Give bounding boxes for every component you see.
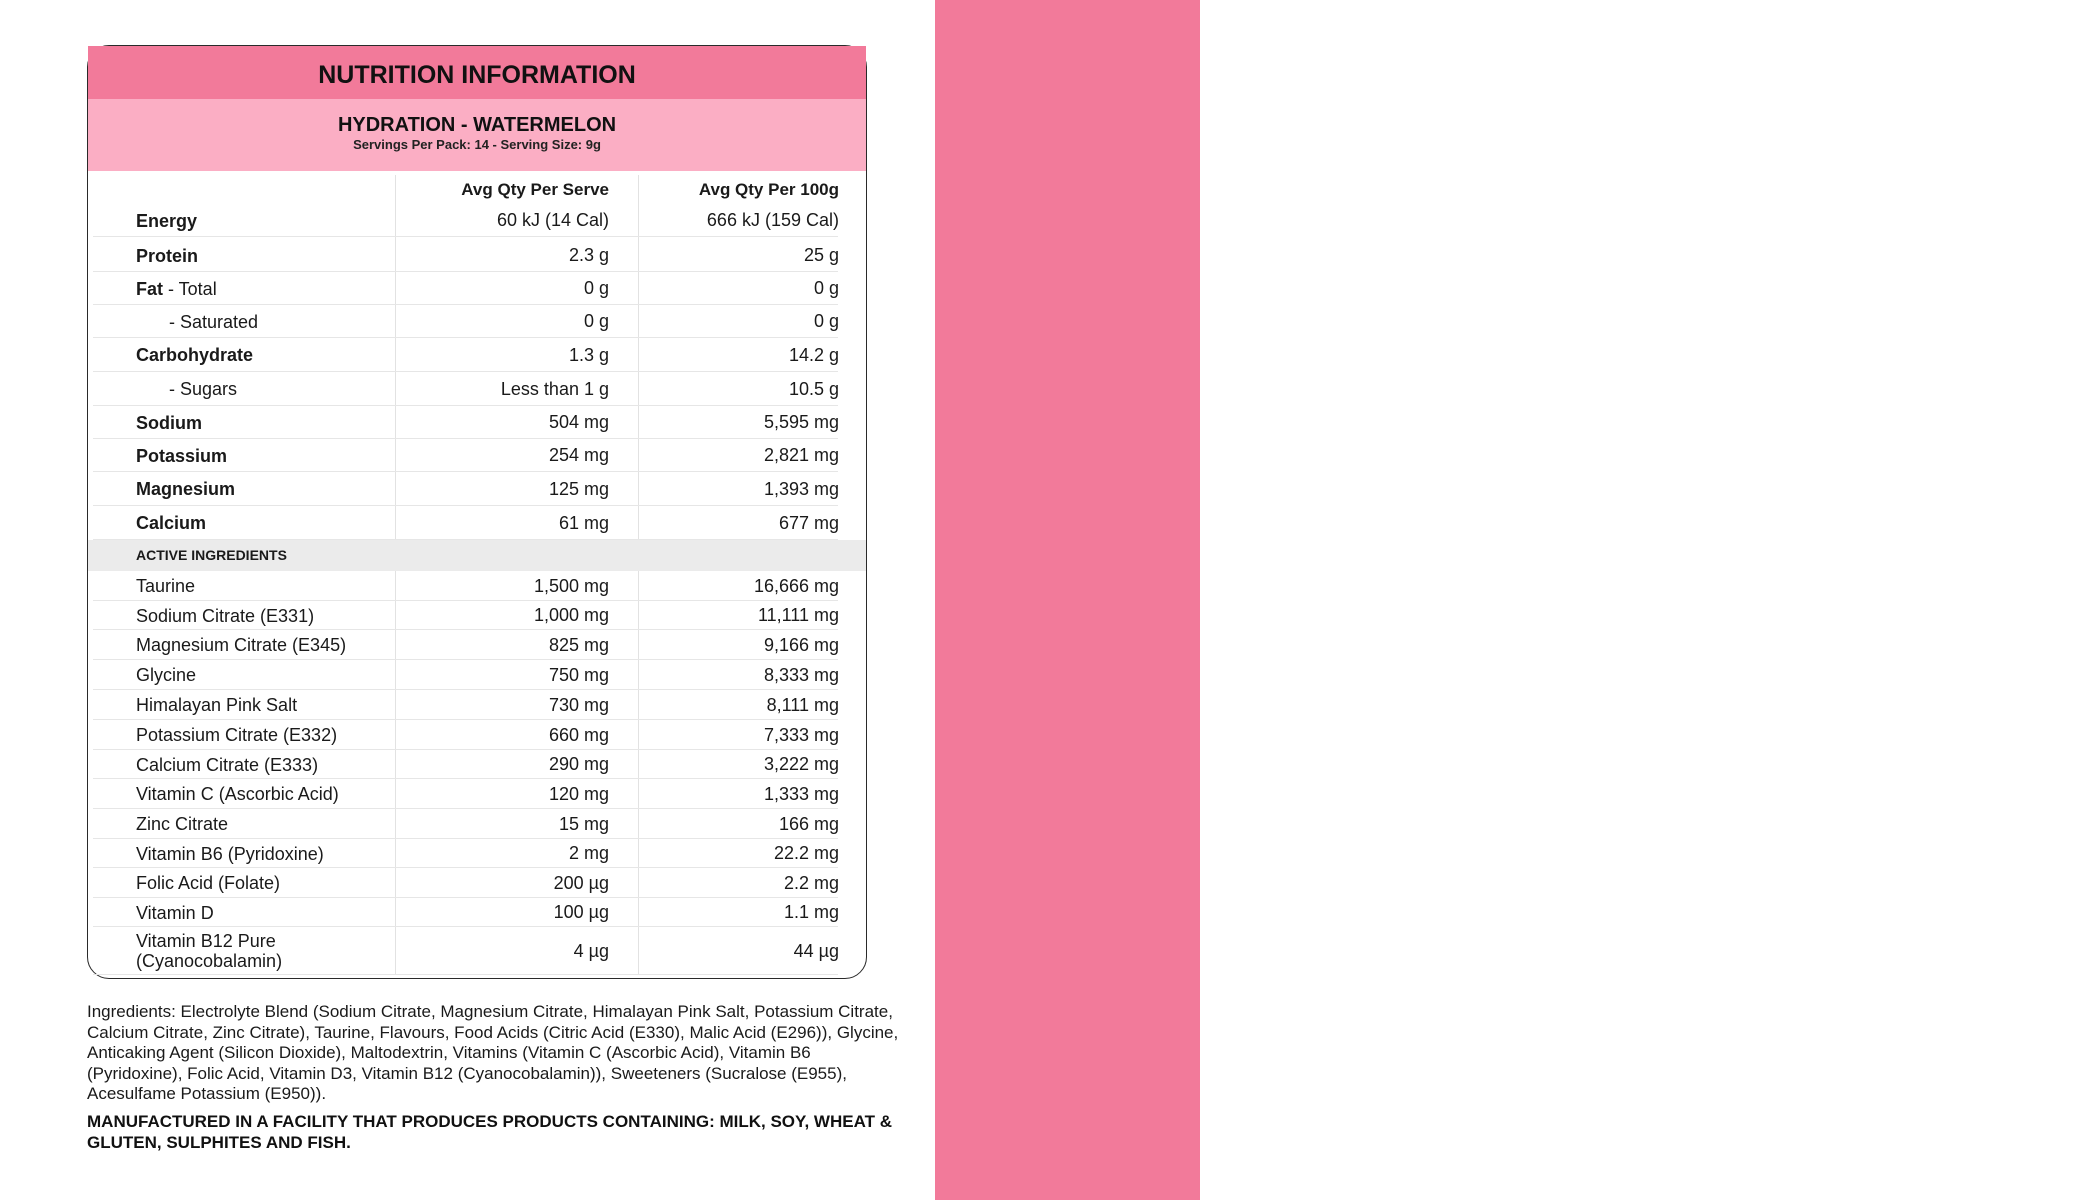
value-per-serve: 100 µg xyxy=(553,902,609,922)
value-per-100g: 10.5 g xyxy=(788,378,839,399)
value-per-serve: 1,500 mg xyxy=(533,575,609,596)
value-per-serve: 0 g xyxy=(583,311,609,331)
value-per-100g: 2,821 mg xyxy=(763,445,839,465)
nutrient-subtype: - Saturated xyxy=(169,311,259,332)
row-label xyxy=(169,305,258,338)
nutrient-row xyxy=(88,372,866,406)
value-per-serve: 290 mg xyxy=(548,754,609,774)
nutrient-row xyxy=(88,406,866,439)
row-label: Vitamin B12 Pure (Cyanocobalamin) xyxy=(136,931,283,971)
nutrient-name: Sodium xyxy=(136,412,202,433)
value-per-serve: 750 mg xyxy=(548,664,609,685)
nutrient-name: Energy xyxy=(136,210,198,231)
value-per-serve: 730 mg xyxy=(548,694,609,715)
active-ingredient-row xyxy=(88,898,866,927)
value-per-serve: 0 g xyxy=(583,278,609,298)
nutrient-name: Fat xyxy=(136,278,163,299)
product-header xyxy=(88,99,866,171)
row-label: Sodium Citrate (E331) xyxy=(136,605,315,626)
row-label: Calcium Citrate (E333) xyxy=(136,754,319,775)
row-label xyxy=(136,472,235,506)
active-ingredient-row xyxy=(88,809,866,839)
value-per-100g: 1.1 mg xyxy=(783,902,839,922)
row-label xyxy=(136,204,197,237)
nutrient-row xyxy=(88,439,866,472)
value-per-100g: 25 g xyxy=(803,245,839,265)
nutrient-row xyxy=(88,472,866,506)
nutrition-panel xyxy=(87,45,867,979)
row-label: Glycine xyxy=(136,665,197,685)
value-per-100g: 0 g xyxy=(813,278,839,298)
row-label: Himalayan Pink Salt xyxy=(136,695,298,715)
value-per-serve: 660 mg xyxy=(548,724,609,745)
active-ingredient-row xyxy=(88,779,866,809)
active-ingredient-row xyxy=(88,690,866,720)
nutrient-row xyxy=(88,239,866,272)
value-per-serve: 504 mg xyxy=(548,412,609,432)
value-per-100g: 11,111 mg xyxy=(757,605,839,625)
value-per-100g: 8,333 mg xyxy=(763,664,839,685)
value-per-serve: 2 mg xyxy=(568,843,609,863)
active-ingredient-row xyxy=(88,720,866,750)
side-banner-label: WATERMELON xyxy=(1915,45,2089,1155)
value-per-100g: 7,333 mg xyxy=(763,724,839,745)
value-per-100g: 677 mg xyxy=(778,512,839,533)
value-per-serve: 15 mg xyxy=(558,813,609,834)
row-label xyxy=(136,439,227,472)
nutrient-row xyxy=(88,204,866,237)
product-name: HYDRATION - WATERMELON xyxy=(337,114,617,136)
value-per-serve: 2.3 g xyxy=(568,245,609,265)
row-label xyxy=(136,272,217,305)
row-label xyxy=(136,506,206,540)
value-per-100g: 1,333 mg xyxy=(763,783,839,804)
active-ingredient-row xyxy=(88,601,866,630)
column-header-per-serve: Avg Qty Per Serve xyxy=(461,180,609,199)
value-per-serve: 125 mg xyxy=(548,478,609,499)
row-label: Taurine xyxy=(136,576,196,596)
nutrient-subtype: - Total xyxy=(163,278,217,299)
side-banner xyxy=(935,0,2089,1200)
nutrient-row xyxy=(88,338,866,372)
active-ingredient-row xyxy=(88,868,866,898)
nutrient-row xyxy=(88,272,866,305)
value-per-serve: 1.3 g xyxy=(568,344,609,365)
value-per-100g: 44 µg xyxy=(793,940,839,961)
row-separator xyxy=(93,236,838,237)
value-per-100g: 16,666 mg xyxy=(753,575,839,596)
row-label: Potassium Citrate (E332) xyxy=(136,725,338,745)
value-per-100g: 8,111 mg xyxy=(766,694,839,715)
row-label: Folic Acid (Folate) xyxy=(136,873,281,893)
value-per-serve: 254 mg xyxy=(548,445,609,465)
panel-title: NUTRITION INFORMATION xyxy=(88,46,866,99)
value-per-100g: 14.2 g xyxy=(788,344,839,365)
value-per-serve: 60 kJ (14 Cal) xyxy=(496,210,609,230)
active-ingredient-row xyxy=(88,839,866,868)
row-label: Vitamin D xyxy=(136,902,214,923)
row-label: Vitamin B6 (Pyridoxine) xyxy=(136,843,324,864)
row-label: Vitamin C (Ascorbic Acid) xyxy=(136,784,339,804)
value-per-100g: 2.2 mg xyxy=(783,872,839,893)
nutrient-name: Potassium xyxy=(136,445,228,466)
nutrient-row xyxy=(88,305,866,338)
nutrient-row xyxy=(88,506,866,540)
active-ingredients-header xyxy=(88,540,866,571)
value-per-100g: 1,393 mg xyxy=(763,478,839,499)
value-per-serve: 200 µg xyxy=(553,872,609,893)
active-ingredient-row xyxy=(88,660,866,690)
value-per-serve: 61 mg xyxy=(558,512,609,533)
nutrient-name: Calcium xyxy=(136,513,207,533)
value-per-serve: 120 mg xyxy=(548,783,609,804)
nutrient-subtype: - Sugars xyxy=(169,379,238,399)
nutrient-name: Protein xyxy=(136,245,199,266)
active-ingredient-row xyxy=(88,927,866,975)
value-per-100g: 9,166 mg xyxy=(763,634,839,655)
row-label xyxy=(169,372,237,406)
nutrient-name: Magnesium xyxy=(136,479,236,499)
value-per-100g: 666 kJ (159 Cal) xyxy=(706,210,839,230)
active-ingredients-label: ACTIVE INGREDIENTS xyxy=(136,547,287,563)
value-per-100g: 3,222 mg xyxy=(763,754,839,774)
active-ingredient-row xyxy=(88,571,866,601)
value-per-serve: 1,000 mg xyxy=(533,605,609,625)
value-per-100g: 22.2 mg xyxy=(773,843,839,863)
row-label xyxy=(136,239,198,272)
value-per-serve: 825 mg xyxy=(548,634,609,655)
active-ingredient-row xyxy=(88,750,866,779)
row-label: Zinc Citrate xyxy=(136,814,229,834)
row-label xyxy=(136,406,202,439)
ingredients-list: Ingredients: Electrolyte Blend (Sodium Citrate, Magnesium Citrate, Himalayan Pink Salt, Potassium Citrate, Calcium Citrate, Zinc Citrate), Taurine, Flavours, Food Acids (Citric Acid (E330), Malic Acid (E296)), Glycine, Anticaking Agent (Silicon Dioxide), Maltodextrin, Vitamins (Vitamin C (Ascorbic Acid), Vitamin B6 (Pyridoxine), Folic Acid, Vitamin D3, Vitamin B12 (Cyanocobalamin)), Sweeteners (Sucralose (E955), Acesulfame Potassium (E950)). xyxy=(87,1002,899,1103)
serving-info: Servings Per Pack: 14 - Serving Size: 9g xyxy=(353,137,601,152)
value-per-100g: 5,595 mg xyxy=(763,412,839,432)
value-per-100g: 166 mg xyxy=(778,813,839,834)
allergen-statement: MANUFACTURED IN A FACILITY THAT PRODUCES PRODUCTS CONTAINING: MILK, SOY, WHEAT & GLUTEN, SULPHITES AND FISH. xyxy=(87,1112,892,1152)
value-per-100g: 0 g xyxy=(813,311,839,331)
value-per-serve: Less than 1 g xyxy=(500,378,609,399)
value-per-serve: 4 µg xyxy=(573,940,609,961)
nutrient-name: Carbohydrate xyxy=(136,345,254,365)
row-label xyxy=(136,338,253,372)
active-ingredient-row xyxy=(88,630,866,660)
row-separator xyxy=(93,974,838,975)
column-header-per-100g: Avg Qty Per 100g xyxy=(698,180,839,199)
row-label: Magnesium Citrate (E345) xyxy=(136,635,347,655)
